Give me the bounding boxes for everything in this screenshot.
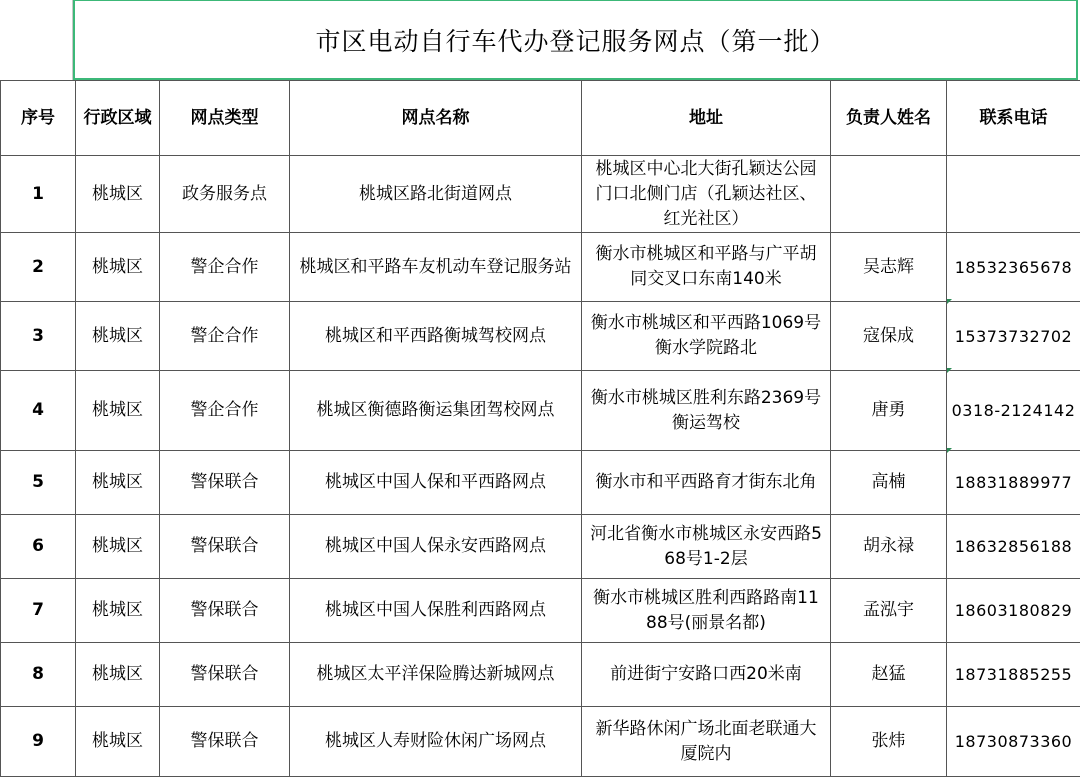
table-row	[1, 371, 1080, 451]
table-row	[1, 579, 1080, 643]
cell-type: 警企合作	[160, 302, 290, 371]
cell-address: 河北省衡水市桃城区永安西路568号1-2层	[582, 515, 831, 579]
cell-name: 桃城区太平洋保险腾达新城网点	[290, 643, 582, 707]
cell-phone: 18632856188	[947, 515, 1080, 579]
cell-address: 衡水市桃城区胜利西路路南1188号(丽景名都)	[582, 579, 831, 643]
cell-contact: 孟泓宇	[831, 579, 947, 643]
header-address: 地址	[582, 81, 831, 156]
cell-seq: 7	[1, 579, 76, 643]
table-row	[1, 643, 1080, 707]
cell-seq: 5	[1, 451, 76, 515]
cell-region: 桃城区	[76, 302, 160, 371]
cell-name: 桃城区路北街道网点	[290, 156, 582, 233]
header-type: 网点类型	[160, 81, 290, 156]
cell-region: 桃城区	[76, 579, 160, 643]
cell-contact: 唐勇	[831, 371, 947, 451]
cell-name: 桃城区中国人保永安西路网点	[290, 515, 582, 579]
cell-comment-marker	[947, 299, 952, 304]
cell-comment-marker	[947, 448, 952, 453]
cell-contact: 吴志辉	[831, 233, 947, 302]
cell-type: 警保联合	[160, 451, 290, 515]
cell-name: 桃城区中国人保胜利西路网点	[290, 579, 582, 643]
cell-phone: 18831889977	[947, 451, 1080, 515]
cell-address: 衡水市桃城区和平西路1069号衡水学院路北	[582, 302, 831, 371]
cell-name: 桃城区衡德路衡运集团驾校网点	[290, 371, 582, 451]
cell-phone: 0318-2124142	[947, 371, 1080, 451]
cell-address: 桃城区中心北大街孔颖达公园门口北侧门店（孔颖达社区、红光社区）	[582, 156, 831, 233]
cell-seq: 2	[1, 233, 76, 302]
cell-type: 政务服务点	[160, 156, 290, 233]
cell-address: 衡水市和平西路育才街东北角	[582, 451, 831, 515]
table-row	[1, 302, 1080, 371]
cell-type: 警企合作	[160, 233, 290, 302]
cell-seq: 1	[1, 156, 76, 233]
cell-contact: 寇保成	[831, 302, 947, 371]
table-row	[1, 451, 1080, 515]
cell-region: 桃城区	[76, 515, 160, 579]
cell-region: 桃城区	[76, 643, 160, 707]
table-row	[1, 233, 1080, 302]
cell-name: 桃城区人寿财险休闲广场网点	[290, 707, 582, 777]
cell-name: 桃城区和平西路衡城驾校网点	[290, 302, 582, 371]
cell-type: 警企合作	[160, 371, 290, 451]
cell-region: 桃城区	[76, 371, 160, 451]
cell-region: 桃城区	[76, 451, 160, 515]
header-contact: 负责人姓名	[831, 81, 947, 156]
header-phone: 联系电话	[947, 81, 1080, 156]
table-row	[1, 156, 1080, 233]
cell-contact: 胡永禄	[831, 515, 947, 579]
header-region: 行政区域	[76, 81, 160, 156]
cell-phone: 18730873360	[947, 707, 1080, 777]
service-points-table	[0, 80, 1080, 777]
cell-contact: 高楠	[831, 451, 947, 515]
cell-seq: 3	[1, 302, 76, 371]
cell-region: 桃城区	[76, 156, 160, 233]
cell-seq: 9	[1, 707, 76, 777]
cell-region: 桃城区	[76, 707, 160, 777]
cell-contact: 张炜	[831, 707, 947, 777]
cell-contact: 赵猛	[831, 643, 947, 707]
table-row	[1, 515, 1080, 579]
cell-contact	[831, 156, 947, 233]
table-row	[1, 707, 1080, 777]
cell-region: 桃城区	[76, 233, 160, 302]
cell-phone: 18603180829	[947, 579, 1080, 643]
cell-type: 警保联合	[160, 643, 290, 707]
cell-name: 桃城区中国人保和平西路网点	[290, 451, 582, 515]
cell-seq: 6	[1, 515, 76, 579]
page-title: 市区电动自行车代办登记服务网点（第一批）	[73, 0, 1078, 80]
header-seq: 序号	[1, 81, 76, 156]
cell-comment-marker	[947, 368, 952, 373]
cell-type: 警保联合	[160, 707, 290, 777]
cell-address: 新华路休闲广场北面老联通大厦院内	[582, 707, 831, 777]
cell-phone: 18532365678	[947, 233, 1080, 302]
cell-seq: 8	[1, 643, 76, 707]
header-row	[1, 81, 1080, 156]
cell-phone: 18731885255	[947, 643, 1080, 707]
title-spacer	[0, 0, 73, 80]
cell-phone: 15373732702	[947, 302, 1080, 371]
cell-address: 前进街宁安路口西20米南	[582, 643, 831, 707]
cell-phone	[947, 156, 1080, 233]
cell-type: 警保联合	[160, 515, 290, 579]
cell-name: 桃城区和平路车友机动车登记服务站	[290, 233, 582, 302]
header-name: 网点名称	[290, 81, 582, 156]
cell-address: 衡水市桃城区和平路与广平胡同交叉口东南140米	[582, 233, 831, 302]
cell-seq: 4	[1, 371, 76, 451]
cell-address: 衡水市桃城区胜利东路2369号衡运驾校	[582, 371, 831, 451]
cell-type: 警保联合	[160, 579, 290, 643]
title-row	[0, 0, 1080, 80]
